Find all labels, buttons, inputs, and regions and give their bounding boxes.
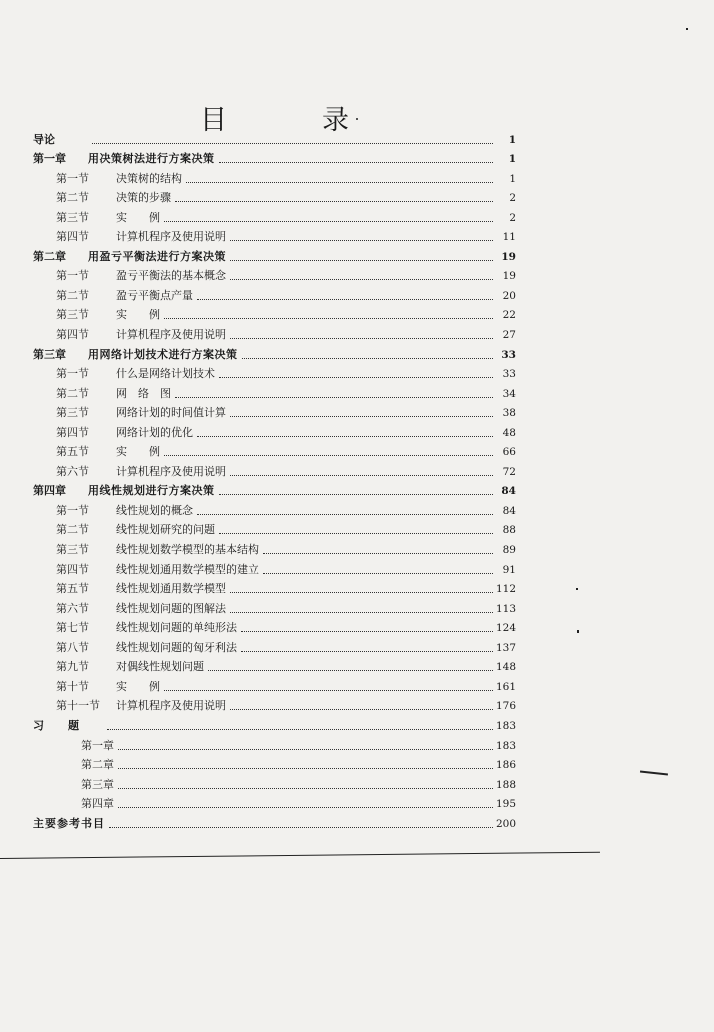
dot-leader — [219, 493, 494, 495]
toc-number: 第三节 — [56, 210, 89, 224]
dot-leader — [230, 611, 493, 613]
toc-number: 第一节 — [56, 503, 89, 517]
dot-leader — [164, 689, 493, 691]
toc-label: 计算机程序及使用说明 — [116, 230, 226, 244]
toc-page-number: 48 — [502, 426, 516, 439]
toc-page-number: 195 — [495, 798, 516, 811]
toc-row-chapter — [33, 126, 516, 146]
toc-label: 计算机程序及使用说明 — [116, 328, 226, 342]
toc-row-ex-item — [33, 752, 516, 772]
toc-label: 计算机程序及使用说明 — [116, 699, 226, 713]
dot-leader — [230, 591, 493, 593]
scan-mark — [640, 771, 668, 775]
toc-label: 对偶线性规划问题 — [116, 660, 204, 674]
dot-leader — [197, 435, 493, 437]
toc-row-section — [33, 536, 516, 556]
dot-leader — [118, 806, 493, 808]
toc-label: 网络计划的优化 — [116, 425, 193, 439]
toc-label: 习题 — [33, 718, 103, 732]
dot-leader — [241, 650, 493, 652]
toc-row-chapter — [33, 478, 516, 498]
toc-page-number: 183 — [495, 739, 516, 752]
toc-page-number: 84 — [502, 504, 516, 517]
toc-label: 线性规划问题的图解法 — [116, 601, 226, 615]
toc-page-number: 84 — [501, 485, 516, 498]
toc-number: 第二节 — [56, 523, 89, 537]
toc-number: 第一章 — [33, 152, 66, 166]
toc-page-number: 19 — [502, 270, 516, 283]
toc-page-number: 200 — [495, 817, 516, 830]
toc-row-section — [33, 361, 516, 381]
toc-row-section — [33, 595, 516, 615]
title-char-1: 目 — [200, 105, 227, 136]
toc-row-section — [33, 556, 516, 576]
toc-label: 用决策树法进行方案决策 — [88, 152, 215, 166]
dot-leader — [197, 513, 493, 515]
dot-leader — [92, 142, 493, 144]
dot-leader — [230, 474, 493, 476]
dot-leader — [197, 298, 493, 300]
toc-page-number: 183 — [495, 719, 516, 732]
toc-number: 第一节 — [56, 367, 89, 381]
dot-leader — [263, 552, 493, 554]
dot-leader — [118, 767, 493, 769]
scan-dot — [577, 630, 579, 633]
toc-page-number: 137 — [495, 641, 516, 654]
toc-row-section — [33, 224, 516, 244]
toc-label: 线性规划问题的单纯形法 — [116, 621, 237, 635]
toc-row-section — [33, 439, 516, 459]
toc-page-number: 2 — [509, 192, 516, 205]
toc-row-section — [33, 302, 516, 322]
toc-label: 计算机程序及使用说明 — [116, 464, 226, 478]
toc-page-number: 27 — [502, 329, 516, 342]
toc-page-number: 33 — [502, 368, 516, 381]
dot-leader — [175, 200, 493, 202]
toc-label: 线性规划的概念 — [116, 503, 193, 517]
dot-leader — [219, 161, 494, 163]
toc-page-number: 89 — [502, 544, 516, 557]
toc-number: 第十节 — [56, 679, 89, 693]
toc-label: 盈亏平衡法的基本概念 — [116, 269, 226, 283]
toc-number: 第五节 — [56, 582, 89, 596]
toc-number: 第八节 — [56, 640, 89, 654]
dot-leader — [242, 357, 494, 359]
dot-leader — [230, 259, 493, 261]
dot-leader — [175, 396, 493, 398]
toc-number: 第十一节 — [56, 699, 100, 713]
toc-label: 第二章 — [81, 758, 114, 772]
toc-row-section — [33, 204, 516, 224]
toc-number: 第七节 — [56, 621, 89, 635]
scan-dot — [576, 588, 578, 590]
toc-number: 第四节 — [56, 562, 89, 576]
toc-label: 主要参考书目 — [33, 816, 105, 830]
toc-label: 用盈亏平衡法进行方案决策 — [88, 249, 226, 263]
dot-leader — [118, 748, 493, 750]
toc-row-section — [33, 380, 516, 400]
toc-number: 第四节 — [56, 230, 89, 244]
toc-page-number: 1 — [508, 153, 516, 166]
toc-label: 用线性规划进行方案决策 — [88, 484, 215, 498]
toc-number: 第三节 — [56, 406, 89, 420]
toc-number: 第一节 — [56, 269, 89, 283]
toc-row-section — [33, 165, 516, 185]
toc-page-number: 148 — [495, 661, 516, 674]
toc-label: 决策树的结构 — [116, 171, 182, 185]
toc-page-number: 34 — [502, 387, 516, 400]
toc-row-section — [33, 615, 516, 635]
toc-number: 第四章 — [33, 484, 66, 498]
toc-page-number: 19 — [501, 250, 516, 263]
scan-edge-line — [0, 852, 600, 859]
toc-row-section — [33, 282, 516, 302]
toc-page-number: 1 — [509, 172, 516, 185]
toc-page-number: 91 — [502, 563, 516, 576]
dot-leader — [107, 728, 493, 730]
toc-row-ex-item — [33, 791, 516, 811]
toc-label: 第三章 — [81, 777, 114, 791]
toc-row-section — [33, 634, 516, 654]
toc-number: 第二节 — [56, 386, 89, 400]
dot-leader — [219, 532, 493, 534]
dot-leader — [230, 415, 493, 417]
toc-label: 什么是网络计划技术 — [116, 367, 215, 381]
toc-row-refs — [33, 810, 516, 830]
toc-label: 线性规划研究的问题 — [116, 523, 215, 537]
dot-leader — [230, 278, 493, 280]
toc-row-section — [33, 263, 516, 283]
toc-label: 线性规划问题的匈牙利法 — [116, 640, 237, 654]
dot-leader — [219, 376, 493, 378]
table-of-contents — [33, 126, 516, 830]
toc-label: 盈亏平衡点产量 — [116, 288, 193, 302]
toc-label: 实 例 — [116, 679, 160, 693]
toc-page-number: 176 — [495, 700, 516, 713]
toc-row-section — [33, 654, 516, 674]
dot-leader — [164, 454, 493, 456]
toc-number: 第六节 — [56, 464, 89, 478]
toc-label: 线性规划数学模型的基本结构 — [116, 543, 259, 557]
dot-leader — [230, 239, 493, 241]
toc-label: 线性规划通用数学模型的建立 — [116, 562, 259, 576]
toc-page-number: 66 — [502, 446, 516, 459]
toc-label: 实 例 — [116, 445, 160, 459]
dot-leader — [164, 220, 493, 222]
toc-page-number: 113 — [495, 602, 516, 615]
toc-label: 网 络 图 — [116, 386, 171, 400]
toc-page-number: 124 — [495, 622, 516, 635]
toc-page-number: 22 — [502, 309, 516, 322]
dot-leader — [230, 708, 493, 710]
toc-row-ex-head — [33, 712, 516, 732]
toc-label: 网络计划的时间值计算 — [116, 406, 226, 420]
toc-row-section — [33, 517, 516, 537]
toc-number: 第三章 — [33, 347, 66, 361]
toc-page-number: 1 — [508, 133, 516, 146]
toc-number: 第四节 — [56, 328, 89, 342]
dot-leader — [241, 630, 493, 632]
dot-leader — [263, 572, 493, 574]
toc-number: 第二章 — [33, 249, 66, 263]
toc-page-number: 2 — [509, 211, 516, 224]
toc-page-number: 186 — [495, 759, 516, 772]
toc-row-section — [33, 185, 516, 205]
toc-row-chapter — [33, 146, 516, 166]
toc-page-number: 188 — [495, 778, 516, 791]
toc-page-number: 88 — [502, 524, 516, 537]
toc-label: 第四章 — [81, 797, 114, 811]
toc-page-number: 33 — [501, 348, 516, 361]
dot-leader — [118, 787, 493, 789]
dot-leader — [230, 337, 493, 339]
toc-label: 实 例 — [116, 308, 160, 322]
toc-row-section — [33, 400, 516, 420]
toc-label: 用网络计划技术进行方案决策 — [88, 347, 238, 361]
toc-number: 导论 — [33, 132, 55, 146]
toc-row-section — [33, 321, 516, 341]
toc-label: 实 例 — [116, 210, 160, 224]
toc-row-section — [33, 693, 516, 713]
toc-number: 第三节 — [56, 308, 89, 322]
scan-dot — [356, 118, 358, 120]
dot-leader — [208, 669, 493, 671]
toc-number: 第一节 — [56, 171, 89, 185]
dot-leader — [164, 317, 493, 319]
toc-page-number: 72 — [502, 465, 516, 478]
toc-label: 第一章 — [81, 738, 114, 752]
toc-row-section — [33, 576, 516, 596]
toc-page-number: 38 — [502, 407, 516, 420]
toc-label: 线性规划通用数学模型 — [116, 582, 226, 596]
toc-page-number: 11 — [502, 231, 516, 244]
toc-row-section — [33, 497, 516, 517]
toc-number: 第二节 — [56, 191, 89, 205]
toc-number: 第二节 — [56, 288, 89, 302]
dot-leader — [186, 181, 493, 183]
toc-row-section — [33, 673, 516, 693]
scan-dot — [686, 28, 688, 30]
dot-leader — [109, 826, 493, 828]
toc-number: 第三节 — [56, 543, 89, 557]
toc-row-ex-item — [33, 771, 516, 791]
toc-page-number: 20 — [502, 289, 516, 302]
toc-page-number: 161 — [495, 680, 516, 693]
toc-row-chapter — [33, 341, 516, 361]
toc-row-chapter — [33, 243, 516, 263]
toc-number: 第五节 — [56, 445, 89, 459]
toc-row-section — [33, 458, 516, 478]
toc-label: 决策的步骤 — [116, 191, 171, 205]
toc-number: 第九节 — [56, 660, 89, 674]
toc-row-ex-item — [33, 732, 516, 752]
title-char-2: 录 — [322, 105, 349, 136]
toc-number: 第六节 — [56, 601, 89, 615]
toc-page-number: 112 — [495, 583, 516, 596]
toc-row-section — [33, 419, 516, 439]
toc-number: 第四节 — [56, 425, 89, 439]
